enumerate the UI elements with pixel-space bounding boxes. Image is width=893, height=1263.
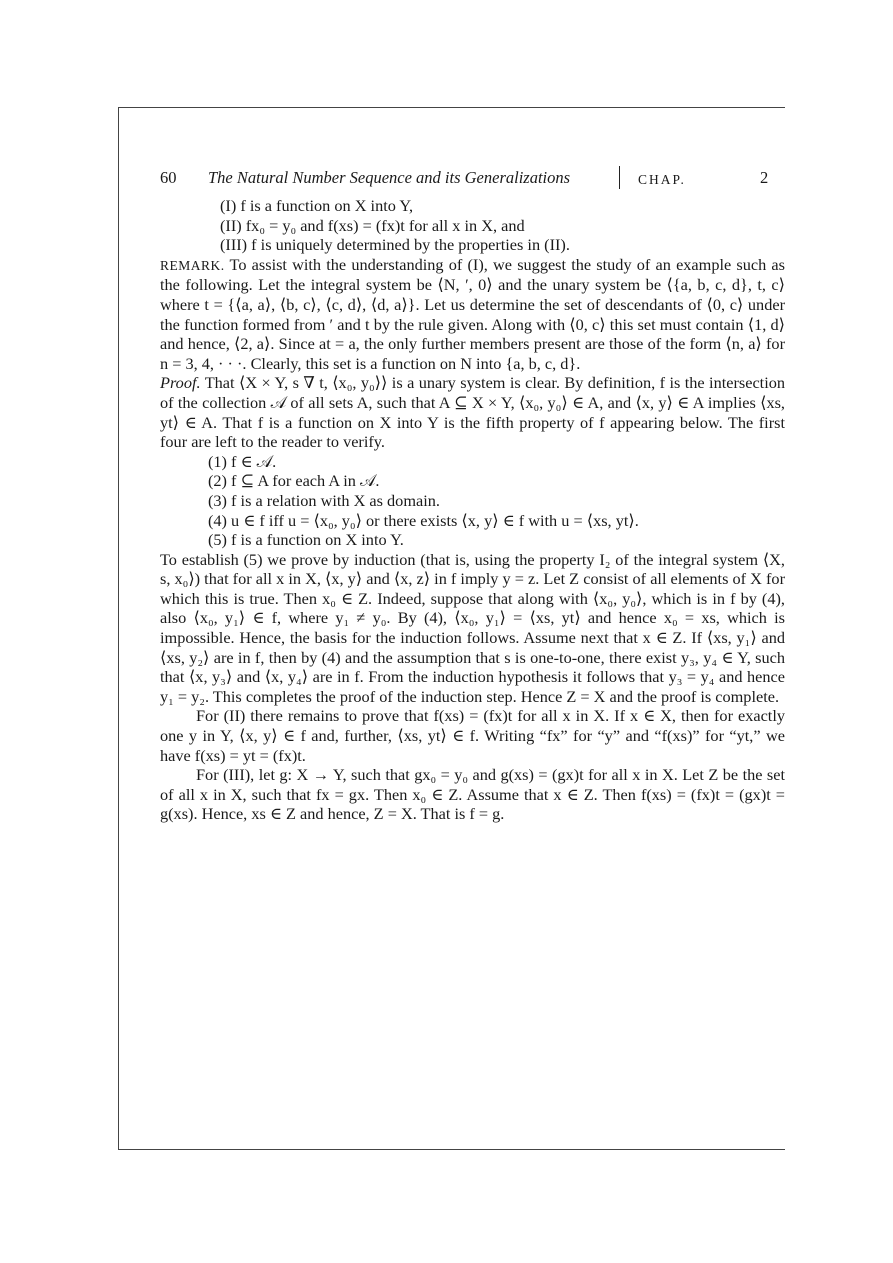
page-border-left [118,107,119,1149]
page-border-top [118,107,785,108]
property-line: (I) f is a function on X into Y, [220,196,414,215]
proof-text: That ⟨X × Y, s ∇ t, ⟨x₀, y₀⟩⟩ is a unary system is clear. By definition, f is the intersection of the collection 𝒜 of all sets A, such that A ⊆ X × Y, ⟨x₀, y₀⟩ ∈ A, and ⟨x, y⟩ ∈ A implies ⟨xs, yt⟩ ∈ A. That f is a function on X into Y is the fifth property of f appearing below. The first four are left to the reader to verify. [160,373,785,452]
proof-label: Proof. [160,373,201,393]
header-divider [619,166,620,189]
remark-text: To assist with the understanding of (I), we suggest the study of an example such as the following. Let the integral system be ⟨N, ′, 0⟩ and the unary system be ⟨{a, b, c, d}, t, c⟩ where t = {⟨a, a⟩, ⟨b, c⟩, ⟨c, d⟩, ⟨d, a⟩}. Let us determine the set of descendants of ⟨0, c⟩ under the function formed from ′ and t by the rule given. Along with ⟨0, c⟩ this set must contain ⟨1, d⟩ and hence, ⟨2, a⟩. Since at = a, the only further members present are those of the form ⟨n, a⟩ for n = 3, 4, · · ·. Clearly, this set is a function on N into {a, b, c, d}. [160,254,785,373]
property-line: (III) f is uniquely determined by the properties in (II). [220,235,570,255]
chapter-label: CHAP. [638,172,686,187]
book-page [160,166,785,824]
chapter-number: 2 [760,168,769,187]
numbered-item: (1) f ∈ 𝒜. [208,451,277,471]
remark-paragraph [160,255,785,374]
numbered-item: (5) f is a function on X into Y. [208,530,404,550]
body-paragraph: For (II) there remains to prove that f(xs) = (fx)t for all x in X. If x ∈ X, then for exactly one y in Y, ⟨x, y⟩ ∈ f and, further, ⟨xs, yt⟩ ∈ f. Writing “fx” for “y” and “f(xs)” for “yt,” we have f(xs) = yt = (fx)t. [160,706,785,765]
page-number: 60 [160,168,177,187]
numbered-item: (3) f is a relation with X as domain. [208,490,440,510]
numbered-item: (4) u ∈ f iff u = ⟨x₀, y₀⟩ or there exists ⟨x, y⟩ ∈ f with u = ⟨xs, yt⟩. [208,510,639,530]
running-header [160,166,785,196]
running-title: The Natural Number Sequence and its Generalizations [208,168,571,187]
body-paragraph: To establish (5) we prove by induction (that is, using the property I₂ of the integral system ⟨X, s, x₀⟩) that for all x in X, ⟨x, y⟩ and ⟨x, z⟩ in f imply y = z. Let Z consist of all elements of X for which this is true. Then x₀ ∈ Z. Indeed, suppose that along with ⟨x₀, y₀⟩, which is in f by (4), also ⟨x₀, y₁⟩ ∈ f, where y₁ ≠ y₀. By (4), ⟨x₀, y₁⟩ = ⟨xs, yt⟩ and hence x₀ = xs, which is impossible. Hence, the basis for the induction follows. Assume next that x ∈ Z. If ⟨xs, y₁⟩ and ⟨xs, y₂⟩ are in f, then by (4) and the assumption that s is one-to-one, there exist y₃, y₄ ∈ Y, such that ⟨x, y₃⟩ and ⟨x, y₄⟩ are in f. From the induction hypothesis it follows that y₃ = y₄ and hence y₁ = y₂. This completes the proof of the induction step. Hence Z = X and the proof is complete. [160,549,785,706]
remark-label: REMARK. [160,257,225,273]
property-line: (II) fx₀ = y₀ and f(xs) = (fx)t for all x in X, and [220,215,525,235]
proof-paragraph [160,373,785,451]
body-paragraph: For (III), let g: X → Y, such that gx₀ = y₀ and g(xs) = (gx)t for all x in X. Let Z be the set of all x in X, such that fx = gx. Then x₀ ∈ Z. Assume that x ∈ Z. Then f(xs) = (fx)t = (gx)t = g(xs). Hence, xs ∈ Z and hence, Z = X. That is f = g. [160,765,785,824]
numbered-item: (2) f ⊆ A for each A in 𝒜. [208,471,380,491]
page-border-bottom [118,1149,785,1150]
